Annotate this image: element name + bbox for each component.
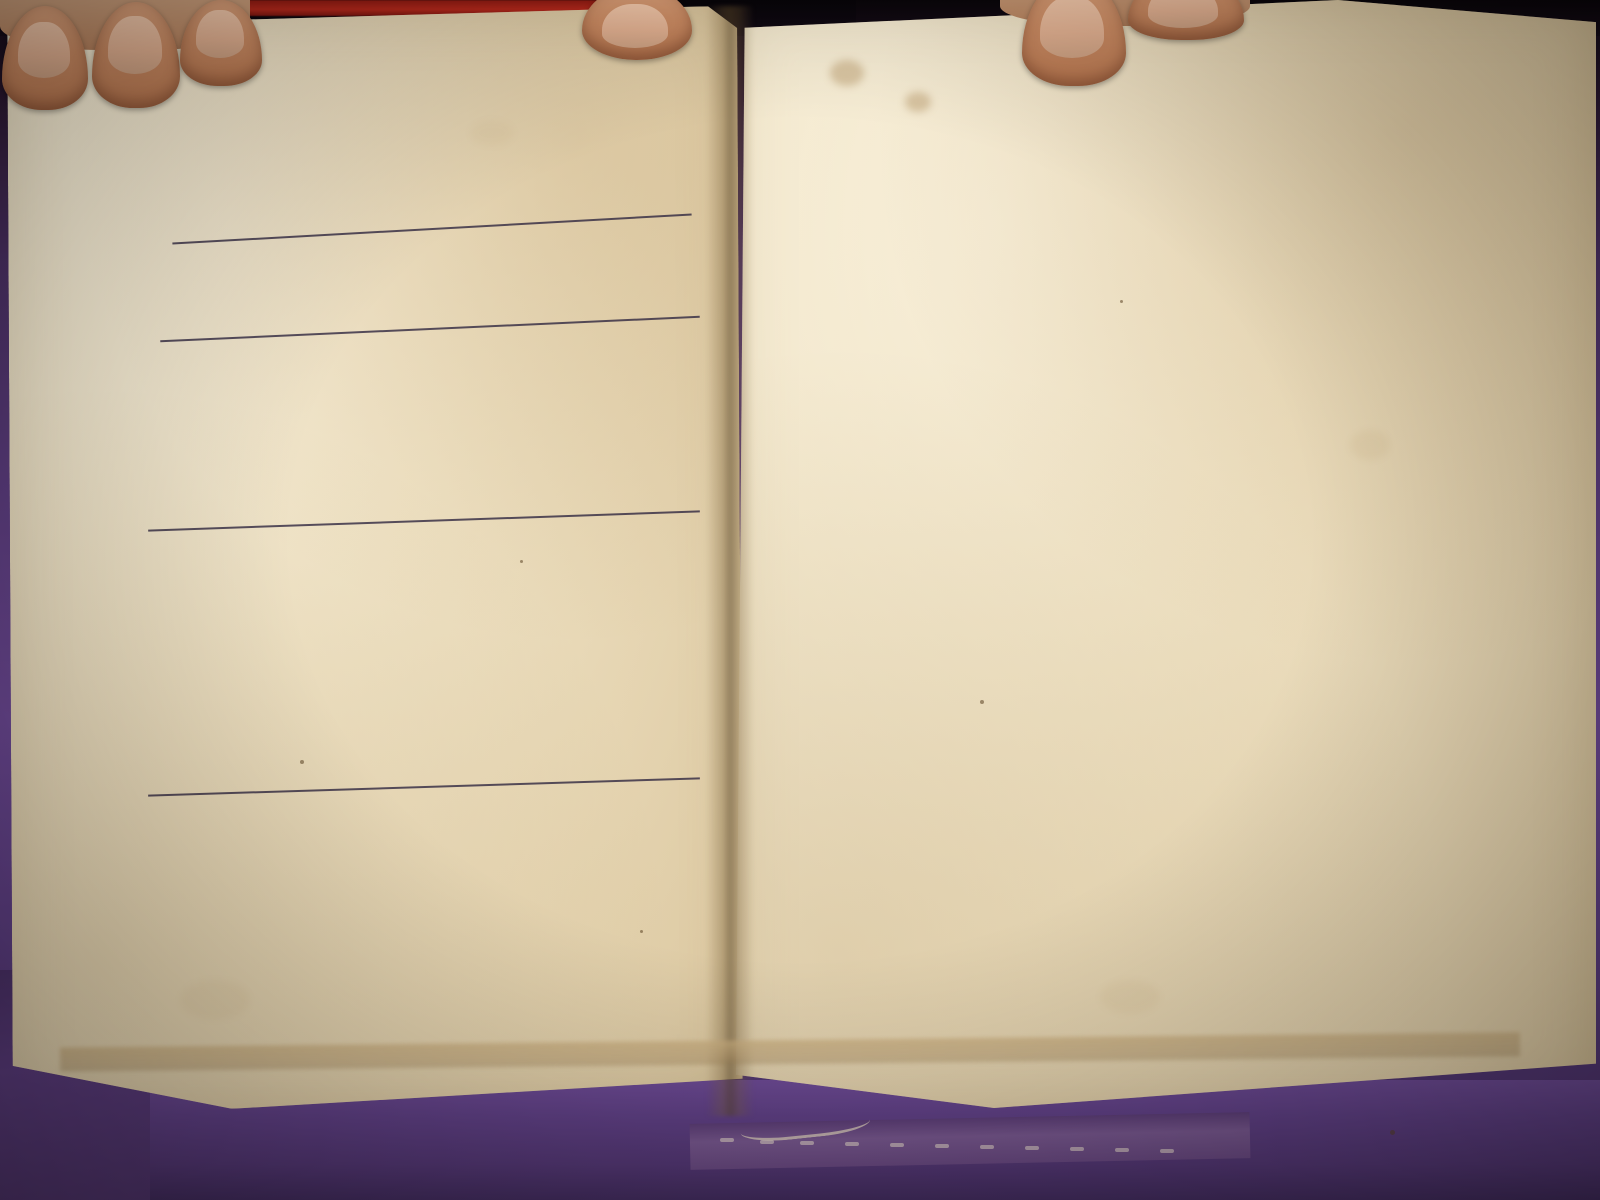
right-page-texture: [736, 0, 1596, 1108]
left-page-texture: [7, 6, 743, 1110]
fingernail: [1148, 0, 1218, 28]
right-page: [736, 0, 1596, 1108]
book-gutter: [706, 6, 754, 1116]
thumbnail: [1040, 0, 1104, 58]
fingernail: [18, 22, 70, 78]
fingernail: [108, 16, 162, 74]
left-page: [7, 6, 743, 1110]
thumbnail: [602, 4, 668, 48]
fingernail: [196, 10, 244, 58]
